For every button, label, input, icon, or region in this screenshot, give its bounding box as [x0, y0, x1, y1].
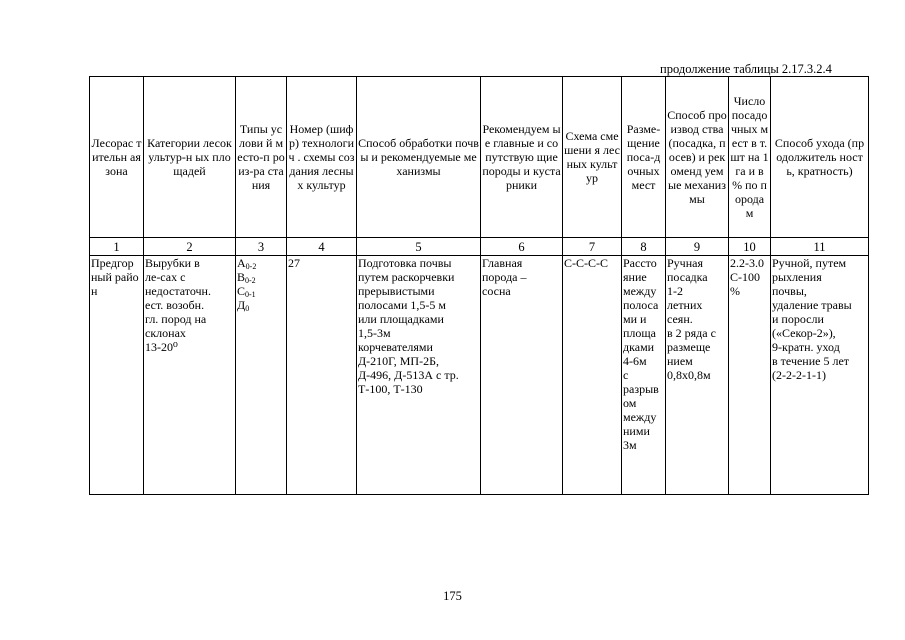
cell-line: полоса [623, 298, 659, 312]
cell-line: Т-100, Т-130 [358, 382, 423, 396]
category-cell [144, 256, 236, 495]
cell-line: нием [667, 354, 693, 368]
cell-line: Д-210Г, МП-2Б, [358, 354, 439, 368]
cell-line: ними [623, 424, 650, 438]
site-type: $В_{0-2}$ [237, 270, 256, 285]
header-row [90, 77, 869, 238]
header-cell: Категории лесокультур-н ых площадей [144, 77, 236, 238]
column-number: 11 [771, 238, 869, 256]
cell-line: и поросли [772, 312, 824, 326]
data-table [89, 76, 869, 495]
header-cell: Типы услови й место-п роиз-ра стания [236, 77, 287, 238]
cell-line: Вырубки в [145, 256, 200, 270]
header-cell: Способ обработки почвы и рекомендуемые механизмы [357, 77, 481, 238]
cell-line: С-100 [730, 270, 760, 284]
cell-line: сеян. [667, 312, 693, 326]
cell-line: почвы, [772, 284, 807, 298]
site-type: $Д_0$ [237, 298, 250, 313]
cell-line: сосна [482, 284, 511, 298]
placement-cell [622, 256, 666, 495]
cell-line: размеще [667, 340, 711, 354]
column-number: 2 [144, 238, 236, 256]
cell-line: корчевателями [358, 340, 433, 354]
cell-line: ле-сах с [145, 270, 186, 284]
header-cell: Лесорас тительн ая зона [90, 77, 144, 238]
cell-line: яние [623, 270, 647, 284]
cell-line: дками [623, 340, 655, 354]
column-number: 9 [666, 238, 729, 256]
header-cell: Номер (шифр) технологич . схемы создания лесных культур [287, 77, 357, 238]
cell-line: площа [623, 326, 656, 340]
cell-line: прерывистыми [358, 284, 435, 298]
cell-line: между [623, 410, 657, 424]
cell-line: рыхления [772, 270, 822, 284]
page-number: 175 [443, 589, 462, 603]
cell-line: 13-20⁰ [145, 340, 178, 354]
cell-line: склонах [145, 326, 186, 340]
cell-line: с [623, 368, 629, 382]
column-number: 3 [236, 238, 287, 256]
column-number: 7 [563, 238, 622, 256]
table-row [90, 256, 869, 495]
cell-line: Подготовка почвы [358, 256, 452, 270]
cell-line: (2-2-2-1-1) [772, 368, 826, 382]
cell-line: летних [667, 298, 703, 312]
cell-line: в 2 ряда с [667, 326, 716, 340]
cell-line: в течение 5 лет [772, 354, 850, 368]
cell-line: путем раскорчевки [358, 270, 455, 284]
cell-line: 9-кратн. уход [772, 340, 840, 354]
scheme-number-cell: 27 [287, 256, 357, 495]
header-cell: Способ ухода (продолжитель ность, кратность) [771, 77, 869, 238]
cell-line: ест. возобн. [145, 298, 205, 312]
cell-line: разрыв [623, 382, 659, 396]
cell-line: или площадками [358, 312, 444, 326]
header-cell: Рекомендуем ые главные и сопутствую щие породы и кустарники [481, 77, 563, 238]
header-cell: Схема смешени я лесных культур [563, 77, 622, 238]
cell-line: 2.2-3.0 [730, 256, 764, 270]
column-number: 6 [481, 238, 563, 256]
cell-line: гл. пород на [145, 312, 207, 326]
header-cell: Разме- щение поса-д очных мест [622, 77, 666, 238]
table-continuation-caption: продолжение таблицы 2.17.3.2.4 [660, 62, 832, 76]
cell-line: Ручной, путем [772, 256, 847, 270]
count-cell [729, 256, 771, 495]
cell-line: 0,8х0,8м [667, 368, 711, 382]
cell-line: между [623, 284, 657, 298]
cell-line: % [730, 284, 740, 298]
column-number-row [90, 238, 869, 256]
site-type: $А_{0-2}$ [237, 256, 257, 271]
species-cell [481, 256, 563, 495]
cell-line: Рассто [623, 256, 657, 270]
zone-cell: Предгор ный район [90, 256, 144, 495]
cell-line: («Секор-2»), [772, 326, 836, 340]
cell-line: порода – [482, 270, 527, 284]
column-number: 1 [90, 238, 144, 256]
cell-line: полосами 1,5-5 м [358, 298, 446, 312]
cell-line: 1-2 [667, 284, 683, 298]
soil-treatment-cell [357, 256, 481, 495]
site-type: $С_{0-1}$ [237, 284, 256, 299]
cell-line: посадка [667, 270, 708, 284]
cell-line: 4-6м [623, 354, 647, 368]
cell-line: 1,5-3м [358, 326, 391, 340]
cell-line: ом [623, 396, 637, 410]
column-number: 5 [357, 238, 481, 256]
method-cell [666, 256, 729, 495]
cell-line: Д-496, Д-513А с тр. [358, 368, 459, 382]
site-types-cell [236, 256, 287, 495]
column-number: 4 [287, 238, 357, 256]
column-number: 10 [729, 238, 771, 256]
cell-line: недостаточн. [145, 284, 211, 298]
cell-line: Главная [482, 256, 523, 270]
header-cell: Способ производ ства (посадка, посев) и рекоменд уемые механиз мы [666, 77, 729, 238]
cell-line: 3м [623, 438, 637, 452]
header-cell: Число посадо чных мест в т.шт на 1 га и в % по порода м [729, 77, 771, 238]
mixing-scheme-cell: С-С-С-С [563, 256, 622, 495]
column-number: 8 [622, 238, 666, 256]
cell-line: ми и [623, 312, 647, 326]
cell-line: удаление травы [772, 298, 852, 312]
cell-line: Ручная [667, 256, 703, 270]
care-cell [771, 256, 869, 495]
